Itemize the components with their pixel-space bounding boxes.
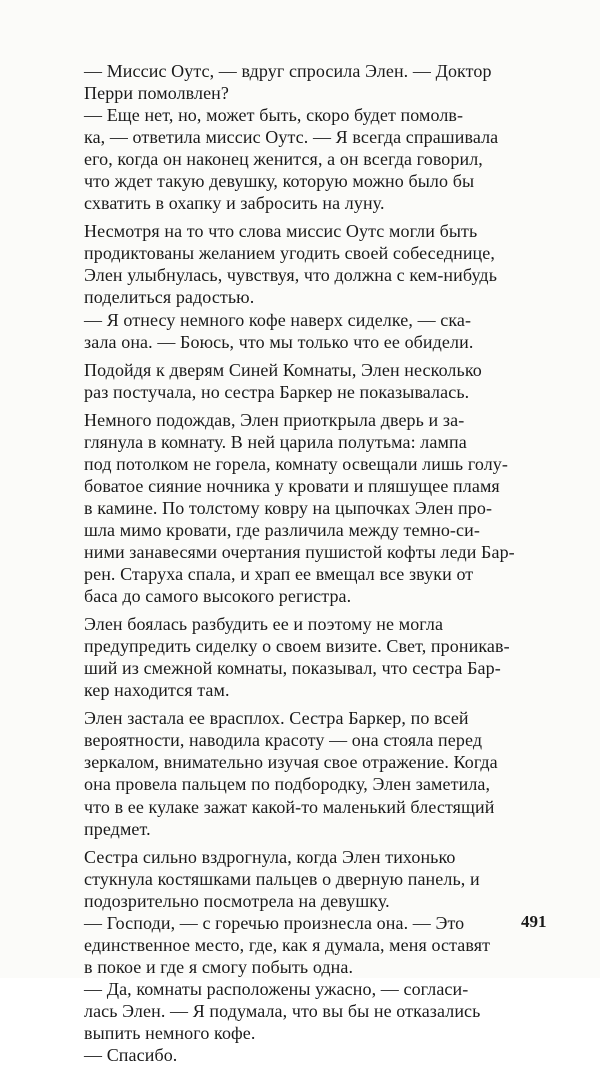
text-line: шла мимо кровати, где различила между темно-си-	[84, 519, 480, 540]
text-line: — Еще нет, но, может быть, скоро будет помолв-	[84, 105, 464, 126]
text-line: ними занавесями очертания пушистой кофты леди Бар-	[84, 541, 515, 562]
text-line: Подойдя к дверям Синей Комнаты, Элен несколько	[84, 359, 482, 380]
text-line: баса до самого высокого регистра.	[84, 586, 352, 607]
text-line: Элен улыбнулась, чувствуя, что должна с кем-нибудь	[84, 265, 497, 286]
text-line: зала она. — Боюсь, что мы только что ее обидели.	[84, 331, 474, 352]
text-line: вероятности, наводила красоту — она стояла перед	[84, 730, 483, 751]
text-line: предупредить сиделку о своем визите. Свет, проникав-	[84, 636, 510, 657]
text-line: — Да, комнаты расположены ужасно, — согласи-	[84, 978, 469, 999]
text-line: в камине. По толстому ковру на цыпочках Элен про-	[84, 497, 493, 518]
text-line: единственное место, где, как я думала, меня оставят	[84, 934, 491, 955]
text-line: — Миссис Оутс, — вдруг спросила Элен. — Доктор	[84, 61, 492, 81]
text-line: выпить немного кофе.	[84, 1022, 256, 1043]
page-number: 491	[521, 912, 547, 931]
text-line: схватить в охапку и забросить на луну.	[84, 193, 385, 214]
text-line: поделиться радостью.	[84, 287, 255, 308]
text-line: продиктованы желанием угодить своей собеседнице,	[84, 243, 495, 264]
body-text	[84, 60, 546, 1066]
text-line: Несмотря на то что слова миссис Оутс могли быть	[84, 221, 478, 242]
text-line: кер находится там.	[84, 680, 230, 701]
text-line: что в ее кулаке зажат какой-то маленький блестящий	[84, 796, 495, 817]
text-line: Немного подождав, Элен приоткрыла дверь и за-	[84, 409, 465, 430]
text-line: его, когда он наконец женится, а он всегда говорил,	[84, 149, 483, 170]
text-line: в покое и где я смогу побыть одна.	[84, 956, 354, 977]
text-line: ка, — ответила миссис Оутс. — Я всегда спрашивала	[84, 127, 499, 148]
text-line: Элен боялась разбудить ее и поэтому не могла	[84, 614, 444, 635]
text-line: рен. Старуха спала, и храп ее вмещал все звуки от	[84, 564, 474, 585]
text-line: боватое сияние ночника у кровати и пляшущее пламя	[84, 475, 500, 496]
text-line: Элен застала ее врасплох. Сестра Баркер, по всей	[84, 708, 469, 729]
text-line: предмет.	[84, 818, 151, 839]
text-line: — Спасибо.	[84, 1045, 178, 1066]
text-line: под потолком не горела, комнату освещали лишь голу-	[84, 453, 509, 474]
text-line: Сестра сильно вздрогнула, когда Элен тихонько	[84, 846, 456, 867]
text-line: стукнула костяшками пальцев о дверную панель, и	[84, 868, 480, 889]
text-line: — Я отнесу немного кофе наверх сиделке, — ска-	[84, 309, 472, 330]
text-line: зеркалом, внимательно изучая свое отражение. Когда	[84, 752, 498, 773]
text-line: раз постучала, но сестра Баркер не показывалась.	[84, 381, 470, 402]
text-line: глянула в комнату. В ней царила полутьма: лампа	[84, 431, 467, 452]
text-line: Перри помолвлен?	[84, 83, 230, 104]
text-line: — Господи, — с горечью произнесла она. — Это	[84, 912, 465, 933]
text-line: ший из смежной комнаты, показывал, что сестра Бар-	[84, 658, 501, 679]
text-line: подозрительно посмотрела на девушку.	[84, 890, 390, 911]
text-line: лась Элен. — Я подумала, что вы бы не отказались	[84, 1000, 481, 1021]
text-line: она провела пальцем по подбородку, Элен заметила,	[84, 774, 491, 795]
text-line: что ждет такую девушку, которую можно было бы	[84, 171, 475, 192]
